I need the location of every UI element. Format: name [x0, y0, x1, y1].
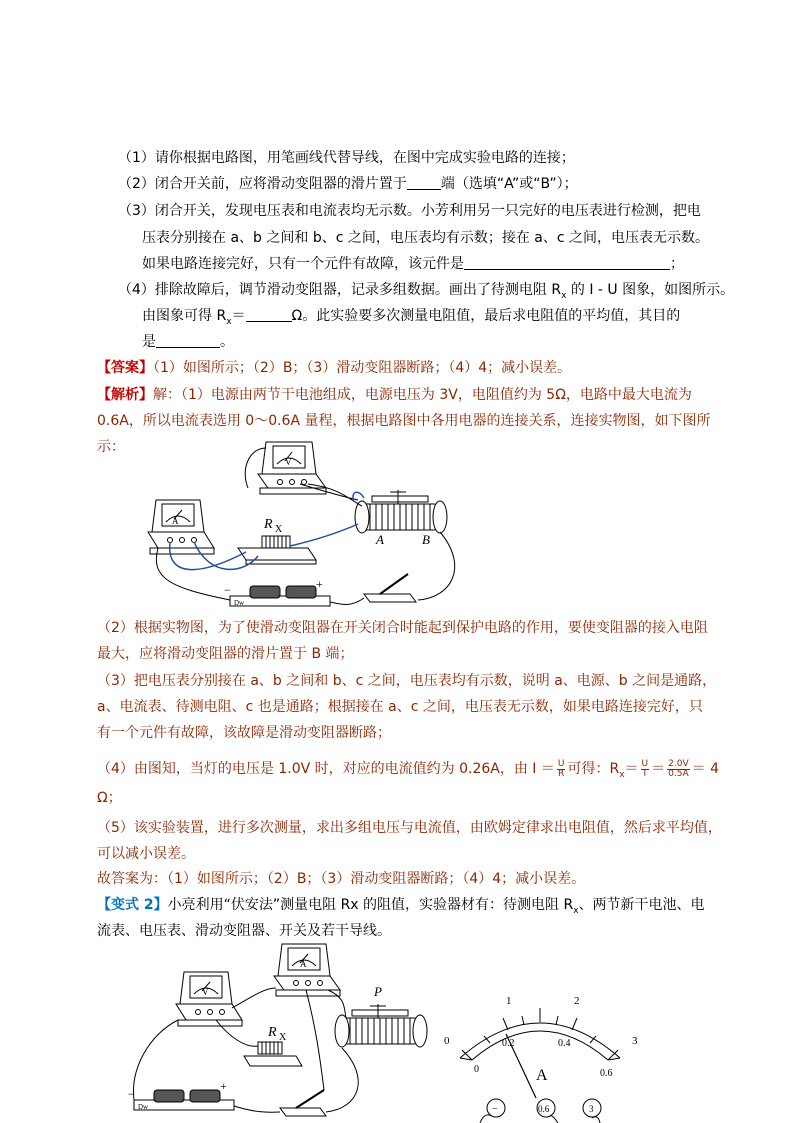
answer-blank [464, 255, 670, 270]
analysis-text: 解：（1）电源由两节干电池组成，电源电压为 3V，电阻值约为 5Ω，电路中最大电流为 [153, 387, 692, 403]
slider-label: P [374, 984, 382, 999]
circuit-figure-2 [120, 938, 440, 1120]
answer-blank [407, 175, 441, 190]
battery-mark: Dw [234, 599, 245, 607]
question-3-end: ； [670, 256, 684, 272]
question-2 [118, 174, 578, 194]
subscript: x [573, 905, 579, 916]
variant-line-2: 流表、电压表、滑动变阻器、开关及若干导线。 [97, 923, 391, 939]
dial-unit: A [536, 1067, 548, 1084]
analysis-p2-line-1: （2）根据实物图，为了使滑动变阻器在开关闭合时能起到保护电路的作用，要使变阻器的接入电阻 [97, 620, 708, 636]
resistor-2-subscript: X [279, 1032, 287, 1043]
battery-positive: + [316, 577, 323, 591]
analysis-p2-line-2: 最大，应将滑动变阻器的滑片置于 B 端； [97, 646, 354, 662]
question-4-text: 由图象可得 R [142, 308, 227, 324]
answer-blank [156, 333, 220, 348]
numerator: 2.0V [668, 758, 689, 769]
question-4-line-1 [118, 280, 734, 306]
numerator: U [557, 758, 565, 769]
question-4-text: 是 [142, 334, 156, 350]
analysis-line-2: 0.6A，所以电流表选用 0～0.6A 量程，根据电路图中各用电器的连接关系，连接实物图，如下图所 [97, 413, 711, 429]
fraction-u-over-i [641, 760, 650, 779]
battery-negative: − [224, 583, 231, 597]
answer-line [97, 358, 571, 378]
fraction-values [667, 760, 689, 779]
dial-top-tick: 1 [506, 995, 512, 1007]
dial-top-tick: 0 [444, 1035, 450, 1047]
terminal-negative: − [492, 1104, 498, 1115]
analysis-line-1 [97, 385, 692, 405]
question-2-text: （2）闭合开关前，应将滑动变阻器的滑片置于 [118, 176, 407, 192]
battery-2-mark: Dw [138, 1103, 149, 1111]
equals-sign: ＝ [231, 308, 246, 324]
voltmeter-label: V [285, 457, 292, 467]
resistor-2-label: R [268, 1025, 277, 1040]
denominator: 0.5A [668, 768, 689, 779]
dial-bottom-tick: 0.4 [558, 1038, 571, 1049]
answer-blank [246, 307, 292, 322]
dial-zero: 0 [474, 1064, 479, 1075]
subscript: x [226, 316, 232, 327]
battery-2-positive: + [220, 1079, 227, 1093]
rheostat-end-a: A [376, 532, 384, 547]
analysis-line-3: 示： [97, 439, 125, 455]
question-3-text: 如果电路连接完好，只有一个元件有故障，该元件是 [142, 256, 464, 272]
question-4-text-end: 的 I - U 图象，如图所示。 [566, 282, 735, 298]
analysis-p3-line-1: （3）把电压表分别接在 a、b 之间和 b、c 之间，电压表均有示数，说明 a、电源、b 之间是通路， [97, 673, 717, 689]
ammeter-dial [440, 988, 650, 1123]
variant-text: 、两节新干电池、电 [578, 897, 705, 913]
dial-bottom-tick: 0.2 [502, 1038, 515, 1049]
analysis-p3-line-3: 有一个元件有故障，该故障是滑动变阻器断路； [97, 725, 391, 741]
question-4-text: （4）排除故障后，调节滑动变阻器，记录多组数据。画出了待测电阻 R [118, 282, 562, 298]
analysis-p4-text: （4）由图知，当灯的电压是 1.0V 时，对应的电流值约为 0.26A，由 I ＝ [97, 761, 555, 777]
battery-2-negative: − [128, 1087, 135, 1101]
analysis-p4-result: ＝ 4 [691, 761, 719, 777]
question-4-text-end: Ω。此实验要多次测量电阻值，最后求电阻值的平均值，其目的 [291, 308, 681, 324]
analysis-p5-line-2: 可以减小误差。 [97, 846, 195, 862]
resistor-label: R [264, 517, 273, 532]
analysis-p4-line-1 [97, 758, 719, 786]
question-2-text-end: 端（选填“A”或“B”）； [440, 176, 578, 192]
subscript: x [561, 290, 567, 301]
analysis-p3-line-2: a、电流表、待测电阻、c 也是通路；根据接在 a、c 之间，电压表无示数，如果电路连接完好，只 [97, 699, 703, 715]
variant-text: 小亮利用“伏安法”测量电阻 Rx 的阻值，实验器材有：待测电阻 R [167, 897, 574, 913]
denominator: I [643, 768, 647, 779]
analysis-tag: 【解析】 [97, 387, 153, 403]
equals-sign: ＝ [624, 761, 639, 777]
analysis-p4-text: 可得：R [567, 761, 620, 777]
terminal-0.6: 0.6 [538, 1104, 550, 1114]
dial-bottom-tick: 0.6 [600, 1068, 613, 1079]
analysis-p5-line-1: （5）该实验装置，进行多次测量，求出多组电压与电流值，由欧姆定律求出电阻值，然后求平均值， [97, 820, 722, 836]
dial-top-tick: 3 [632, 1035, 638, 1047]
question-3-line-1: （3）闭合开关，发现电压表和电流表均无示数。小芳利用另一只完好的电压表进行检测，把电 [118, 203, 701, 219]
variant-tag: 【变式 2】 [97, 897, 168, 913]
resistor-subscript: X [275, 524, 283, 535]
question-4-line-2 [142, 306, 680, 332]
question-4-end: 。 [220, 334, 234, 350]
circuit-figure-1 [140, 428, 470, 618]
subscript: x [619, 769, 625, 780]
ammeter-2-label: A [300, 959, 307, 969]
question-3-line-2: 压表分别接在 a、b 之间和 b、c 之间，电压表均有示数；接在 a、c 之间，电压表无示数。 [142, 230, 710, 246]
question-1: （1）请你根据电路图，用笔画线代替导线，在图中完成实验电路的连接； [118, 150, 575, 166]
numerator: U [641, 758, 649, 769]
answer-tag: 【答案】 [97, 360, 153, 376]
ammeter-label: A [172, 516, 179, 526]
rheostat-end-b: B [422, 532, 430, 547]
question-4-line-3 [142, 332, 234, 352]
answer-text: （1）如图所示；（2）B；（3）滑动变阻器断路；（4）4；减小误差。 [153, 360, 572, 376]
terminal-3: 3 [589, 1104, 594, 1114]
question-3-line-3 [142, 254, 684, 274]
denominator: R [558, 768, 565, 779]
final-answer: 故答案为：（1）如图所示；（2）B；（3）滑动变阻器断路；（4）4；减小误差。 [97, 871, 586, 887]
fraction-u-over-r [557, 760, 566, 779]
variant-line-1 [97, 895, 705, 921]
analysis-p4-line-2: Ω； [97, 790, 122, 806]
voltmeter-2-label: V [202, 987, 209, 997]
dial-top-tick: 2 [574, 995, 580, 1007]
equals-sign: ＝ [651, 761, 666, 777]
